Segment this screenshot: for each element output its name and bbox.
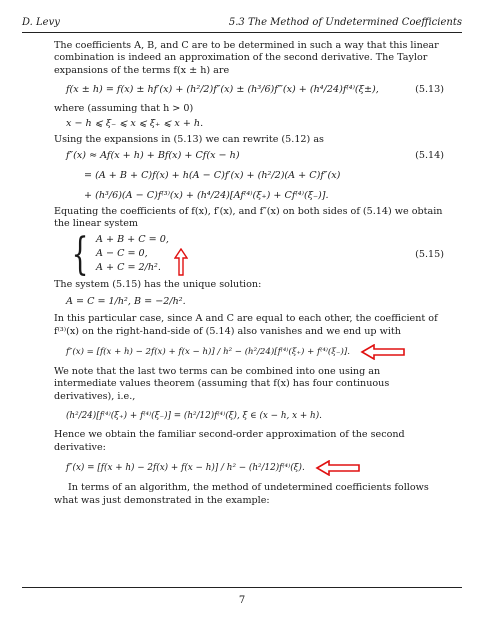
unique-solution [54,291,444,313]
paragraph-6: In this particular case, since A and C are equal to each other, the coefficient of f⁽³⁾(x) on the right-hand-side of (5.14) also vanishes and we end up with [54,313,438,337]
running-header [22,17,462,28]
equation-5-15-number: (5.15) [415,248,444,260]
red-arrow-icon [360,344,406,360]
system-line-2: A − C = 0, [96,247,148,259]
header-author: D. Levy [22,17,60,28]
equation-5-14-line-1: f″(x) ≈ Af(x + h) + Bf(x) + Cf(x − h) [66,149,240,161]
header-section: 5.3 The Method of Undetermined Coefficients [228,17,462,28]
equation-5-14 [54,146,444,206]
equation-second-derivative-a-body: f″(x) = [f(x + h) − 2f(x) + f(x − h)] / h² − (h²/24)[f⁽⁴⁾(ξ₊) + f⁽⁴⁾(ξ₋)]. [66,346,350,357]
system-line-3: A + C = 2/h². [96,261,161,273]
equation-intermediate-value-body: (h²/24)[f⁽⁴⁾(ξ₊) + f⁽⁴⁾(ξ₋)] = (h²/12)f⁽⁴⁾(ξ), ξ ∈ (x − h, x + h). [66,411,322,422]
body-text [54,40,444,507]
equation-intermediate-value [54,403,444,429]
header-rule [22,32,462,33]
equation-5-14-line-2: = (A + B + C)f(x) + h(A − C)f′(x) + (h²/2)(A + C)f″(x) [84,169,341,181]
paragraph-4: Equating the coefficients of f(x), f′(x), and f″(x) on both sides of (5.14) we obtain the linear system [54,206,443,230]
system-line-1: A + B + C = 0, [96,233,169,245]
inequality [54,116,444,134]
paragraph-7: We note that the last two terms can be combined into one using an intermediate values theorem (assuming that f(x) has four continuous derivatives), i.e., [54,366,390,402]
paragraph-5: The system (5.15) has the unique solution: [54,278,262,290]
page-number: 7 [238,595,246,606]
paragraph-3: Using the expansions in (5.13) we can rewrite (5.12) as [54,133,324,145]
paragraph-9: In terms of an algorithm, the method of undetermined coefficients follows what was just demonstrated in the example: [54,482,429,506]
unique-solution-body: A = C = 1/h², B = −2/h². [66,296,186,308]
equation-5-13-body: f(x ± h) = f(x) ± hf′(x) + (h²/2)f″(x) ± (h³/6)f‴(x) + (h⁴/24)f⁽⁴⁾(ξ±), [66,84,379,96]
equation-second-derivative-b-body: f″(x) = [f(x + h) − 2f(x) + f(x − h)] / h² − (h²/12)f⁽⁴⁾(ξ). [66,462,305,473]
inequality-body: x − h ⩽ ξ₋ ⩽ x ⩽ ξ₊ ⩽ x + h. [66,118,204,130]
equation-second-derivative-a [54,338,444,366]
equation-5-14-number: (5.14) [415,149,444,161]
red-up-arrow-icon [174,248,188,276]
paragraph-1: The coefficients A, B, and C are to be determined in such a way that this linear combination is indeed an approximation of the second derivative. The Taylor expansions of the terms f(x ± h) are [54,40,439,76]
equation-5-13-number: (5.13) [415,84,444,96]
footer-rule [22,587,462,588]
left-brace: { [71,228,89,280]
paragraph-8: Hence we obtain the familiar second-order approximation of the second derivative: [54,429,405,453]
equation-5-14-line-3: + (h³/6)(A − C)f⁽³⁾(x) + (h⁴/24)[Af⁽⁴⁾(ξ₊) + Cf⁽⁴⁾(ξ₋)]. [84,189,329,201]
paragraph-2: where (assuming that h > 0) [54,103,194,115]
equation-second-derivative-b [54,454,444,482]
equation-5-13 [54,77,444,103]
red-arrow-icon [315,460,361,476]
linear-system-5-15 [66,228,444,280]
